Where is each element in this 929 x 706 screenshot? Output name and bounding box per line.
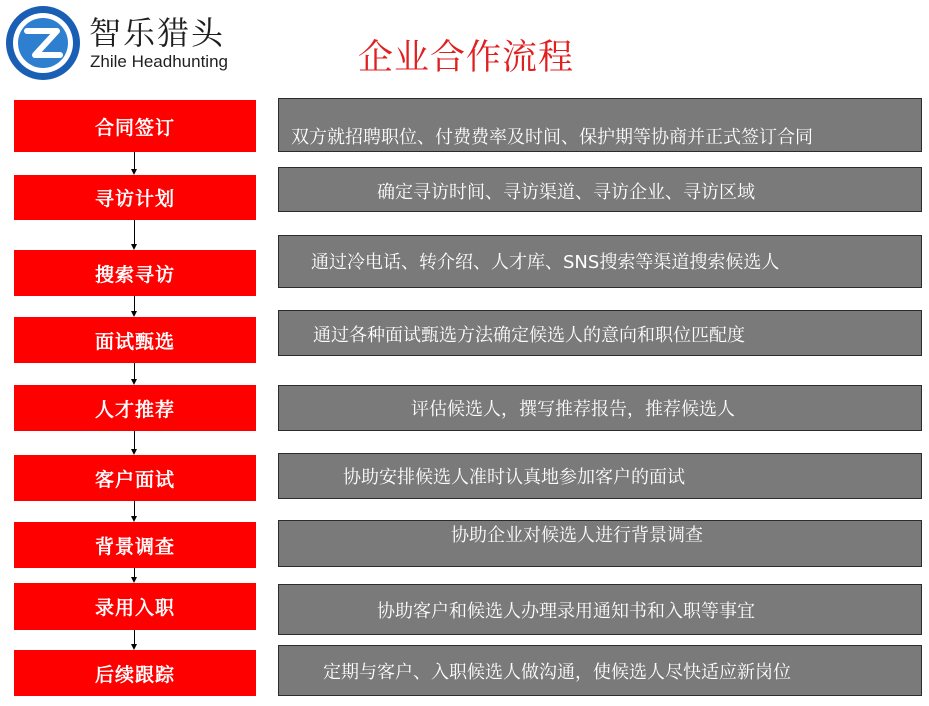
page-title: 企业合作流程 [358, 38, 575, 78]
step-label: 背景调查 [94, 535, 175, 558]
step-description-box [278, 310, 922, 356]
step-description: 协助企业对候选人进行背景调查 [451, 525, 703, 546]
company-logo [4, 4, 244, 88]
connector-arrow-line [134, 630, 135, 644]
connector-arrow-line [134, 568, 135, 577]
step-box [14, 175, 256, 220]
step-description-box [278, 98, 922, 152]
step-description-box [278, 385, 922, 431]
step-description: 双方就招聘职位、付费费率及时间、保护期等协商并正式签订合同 [291, 127, 813, 148]
logo-chinese-name: 智乐猎头 [89, 14, 226, 52]
connector-arrow-line [134, 296, 135, 311]
step-description: 通过各种面试甄选方法确定候选人的意向和职位匹配度 [313, 325, 745, 346]
step-description: 定期与客户、入职候选人做沟通，使候选人尽快适应新岗位 [323, 661, 791, 683]
step-description: 确定寻访时间、寻访渠道、寻访企业、寻访区域 [377, 182, 755, 203]
step-label: 搜索寻访 [94, 263, 175, 286]
step-label: 人才推荐 [94, 398, 175, 421]
connector-arrow-line [134, 501, 135, 516]
logo-english-name: Zhile Headhunting [90, 52, 228, 71]
step-box [14, 650, 256, 696]
step-description-box [278, 235, 922, 288]
connector-arrow-line [134, 152, 135, 169]
step-description: 协助客户和候选人办理录用通知书和入职等事宜 [377, 600, 755, 622]
connector-arrow-line [134, 431, 135, 449]
step-box [14, 317, 256, 363]
step-description-box [278, 584, 922, 635]
connector-arrow-line [134, 220, 135, 244]
step-description-box [278, 167, 922, 212]
step-label: 合同签订 [94, 116, 175, 139]
step-label: 录用入职 [94, 597, 175, 619]
step-box [14, 250, 256, 296]
step-label: 寻访计划 [94, 188, 175, 210]
step-description: 通过冷电话、转介绍、人才库、SNS搜索等渠道搜索候选人 [311, 252, 780, 273]
step-box [14, 385, 256, 431]
step-label: 后续跟踪 [94, 663, 175, 686]
step-box [14, 455, 256, 501]
step-description-box [278, 645, 922, 696]
step-description: 协助安排候选人准时认真地参加客户的面试 [343, 467, 685, 488]
step-description: 评估候选人，撰写推荐报告，推荐候选人 [411, 399, 735, 420]
step-label: 面试甄选 [94, 330, 175, 353]
step-label: 客户面试 [94, 468, 175, 491]
zhile-logo-icon [4, 4, 82, 82]
step-description-box [278, 453, 922, 499]
step-box [14, 100, 256, 152]
step-description-box [278, 520, 922, 567]
step-box [14, 522, 256, 568]
step-box [14, 583, 256, 630]
connector-arrow-line [134, 363, 135, 379]
